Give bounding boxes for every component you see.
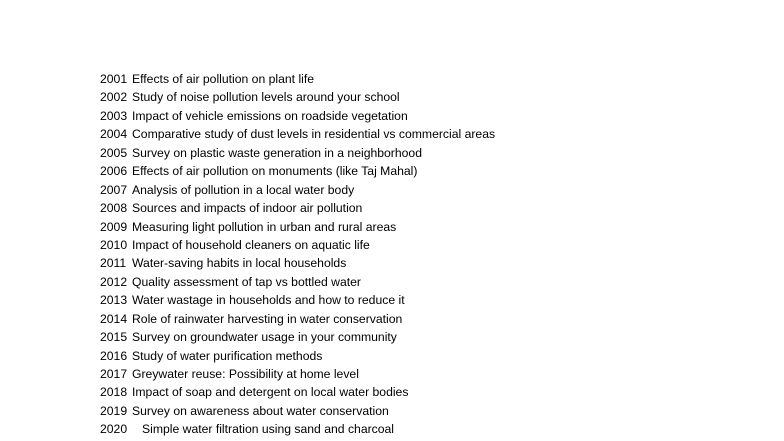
list-item (100, 328, 495, 346)
list-item (100, 199, 495, 217)
topic-code: 2007 (100, 182, 128, 197)
topic-title: Water-saving habits in local households (132, 256, 347, 271)
list-item (100, 365, 495, 383)
list-item (100, 162, 495, 180)
topic-title: Water wastage in households and how to reduce it (132, 293, 405, 308)
list-item (100, 402, 495, 420)
topic-code: 2003 (100, 108, 128, 123)
project-topic-list (100, 70, 495, 439)
list-item (100, 181, 495, 199)
topic-code: 2010 (100, 237, 128, 252)
topic-title: Comparative study of dust levels in residential vs commercial areas (132, 127, 496, 142)
list-item (100, 420, 495, 438)
topic-code: 2018 (100, 385, 128, 400)
topic-code: 2012 (100, 274, 128, 289)
topic-code: 2006 (100, 164, 128, 179)
topic-code: 2014 (100, 311, 128, 326)
topic-code: 2019 (100, 403, 128, 418)
topic-title: Impact of vehicle emissions on roadside vegetation (132, 108, 408, 123)
list-item (100, 88, 495, 106)
list-item (100, 218, 495, 236)
list-item (100, 236, 495, 254)
topic-title: Impact of household cleaners on aquatic life (132, 237, 370, 252)
topic-title: Effects of air pollution on monuments (like Taj Mahal) (132, 164, 418, 179)
list-item (100, 310, 495, 328)
topic-code: 2011 (100, 256, 127, 271)
list-item (100, 347, 495, 365)
list-item (100, 107, 495, 125)
topic-code: 2005 (100, 145, 128, 160)
topic-title: Survey on plastic waste generation in a neighborhood (132, 145, 422, 160)
list-item (100, 254, 495, 272)
list-item (100, 291, 495, 309)
topic-code: 2002 (100, 90, 128, 105)
topic-code: 2004 (100, 127, 128, 142)
topic-title: Simple water filtration using sand and charcoal (142, 422, 395, 437)
topic-title: Role of rainwater harvesting in water conservation (132, 311, 403, 326)
topic-code: 2001 (100, 72, 128, 86)
topic-title: Survey on awareness about water conservation (132, 403, 389, 418)
list-item (100, 125, 495, 143)
topic-code: 2017 (100, 367, 128, 381)
topic-title: Greywater reuse: Possibility at home level (132, 367, 359, 381)
topic-title: Survey on groundwater usage in your community (132, 330, 397, 345)
topic-code: 2016 (100, 348, 128, 363)
list-item (100, 383, 495, 401)
topic-title: Impact of soap and detergent on local water bodies (132, 385, 409, 400)
topic-code: 2009 (100, 219, 128, 234)
topic-code: 2013 (100, 293, 128, 308)
topic-code: 2015 (100, 330, 128, 345)
list-item (100, 70, 495, 88)
list-item (100, 273, 495, 291)
topic-title: Analysis of pollution in a local water body (132, 182, 355, 197)
topic-title: Quality assessment of tap vs bottled water (132, 274, 361, 289)
list-item (100, 144, 495, 162)
topic-title: Study of water purification methods (132, 348, 323, 363)
topic-code: 2020 (100, 422, 128, 437)
topic-title: Study of noise pollution levels around your school (132, 90, 400, 105)
topic-title: Measuring light pollution in urban and rural areas (132, 219, 397, 234)
topic-title: Sources and impacts of indoor air pollution (132, 201, 363, 216)
topic-code: 2008 (100, 201, 128, 216)
topic-title: Effects of air pollution on plant life (132, 72, 315, 86)
